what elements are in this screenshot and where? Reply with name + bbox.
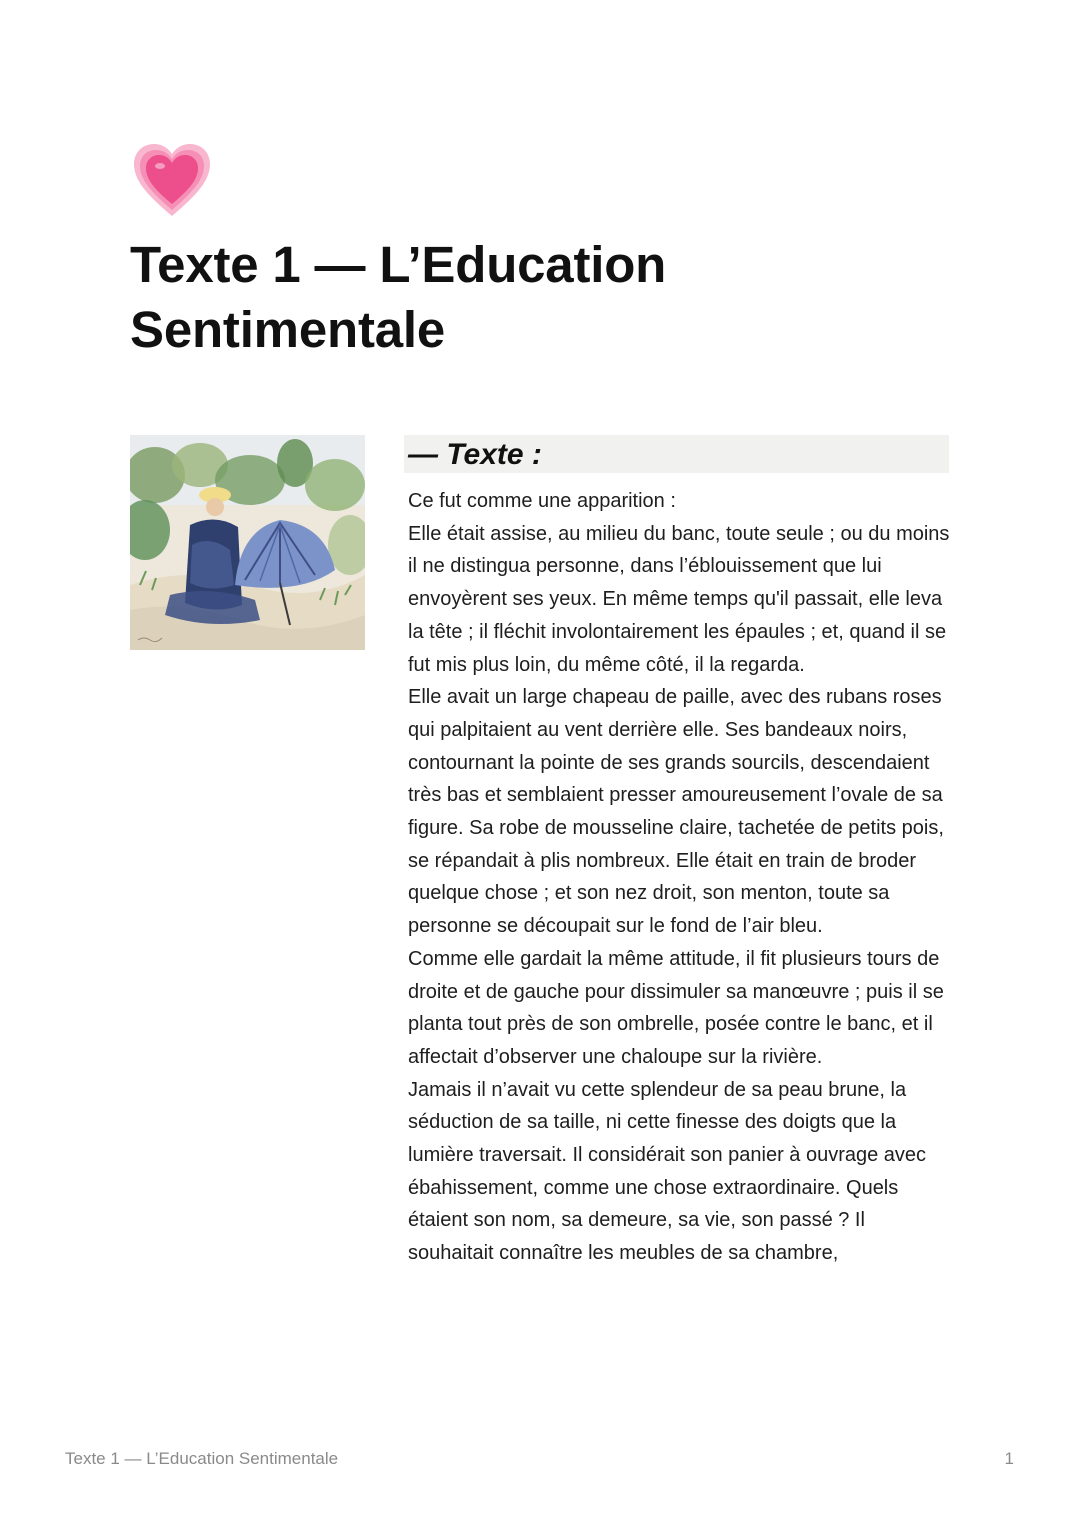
footer-title: Texte 1 — L’Education Sentimentale — [65, 1449, 339, 1468]
text-paragraph: Elle était assise, au milieu du banc, toute seule ; ou du moins il ne distingua personne, dans l’éblouissement que lui envoyèrent ses yeux. En même temps qu'il passait, elle leva la tête ; il fléchit involontairement les épaules ; et, quand il se fut mis plus loin, du même côté, il la regarda. — [408, 522, 950, 676]
section-heading — [404, 435, 949, 473]
page-title-line-2: Sentimentale — [130, 301, 446, 358]
section-heading-label: — Texte : — [408, 438, 542, 471]
page-title-line-1: Texte 1 — L’Education — [130, 236, 667, 293]
text-paragraph: Ce fut comme une apparition : — [408, 490, 676, 512]
text-paragraph: Elle avait un large chapeau de paille, avec des rubans roses qui palpitaient au vent derrière elle. Ses bandeaux noirs, contournant la pointe de ses grands sourcils, descendaient très bas et semblaient presser amoureusement l’ovale de sa figure. Sa robe de mousseline claire, tachetée de petits pois, se répandait à plis nombreux. Elle était en train de broder quelque chose ; et son nez droit, son menton, toute sa personne se découpait sur le fond de l’air bleu. — [408, 686, 944, 938]
growing-heart-icon — [132, 142, 212, 218]
page-number: 1 — [1004, 1449, 1014, 1468]
text-body — [408, 485, 953, 1270]
text-paragraph: Jamais il n’avait vu cette splendeur de sa peau brune, la séduction de sa taille, ni cette finesse des doigts que la lumière traversait. Il considérait son panier à ouvrage avec ébahissement, comme une chose extraordinaire. Quels étaient son nom, sa demeure, sa vie, son passé ? Il souhaitait connaître les meubles de sa chambre, — [408, 1078, 927, 1265]
text-paragraph: Comme elle gardait la même attitude, il fit plusieurs tours de droite et de gauche pour dissimuler sa manœuvre ; puis il se planta tout près de son ombrelle, posée contre le banc, et il affectait d’observer une chaloupe sur la rivière. — [408, 947, 944, 1068]
page-title — [130, 232, 830, 362]
painting-image — [130, 435, 365, 650]
